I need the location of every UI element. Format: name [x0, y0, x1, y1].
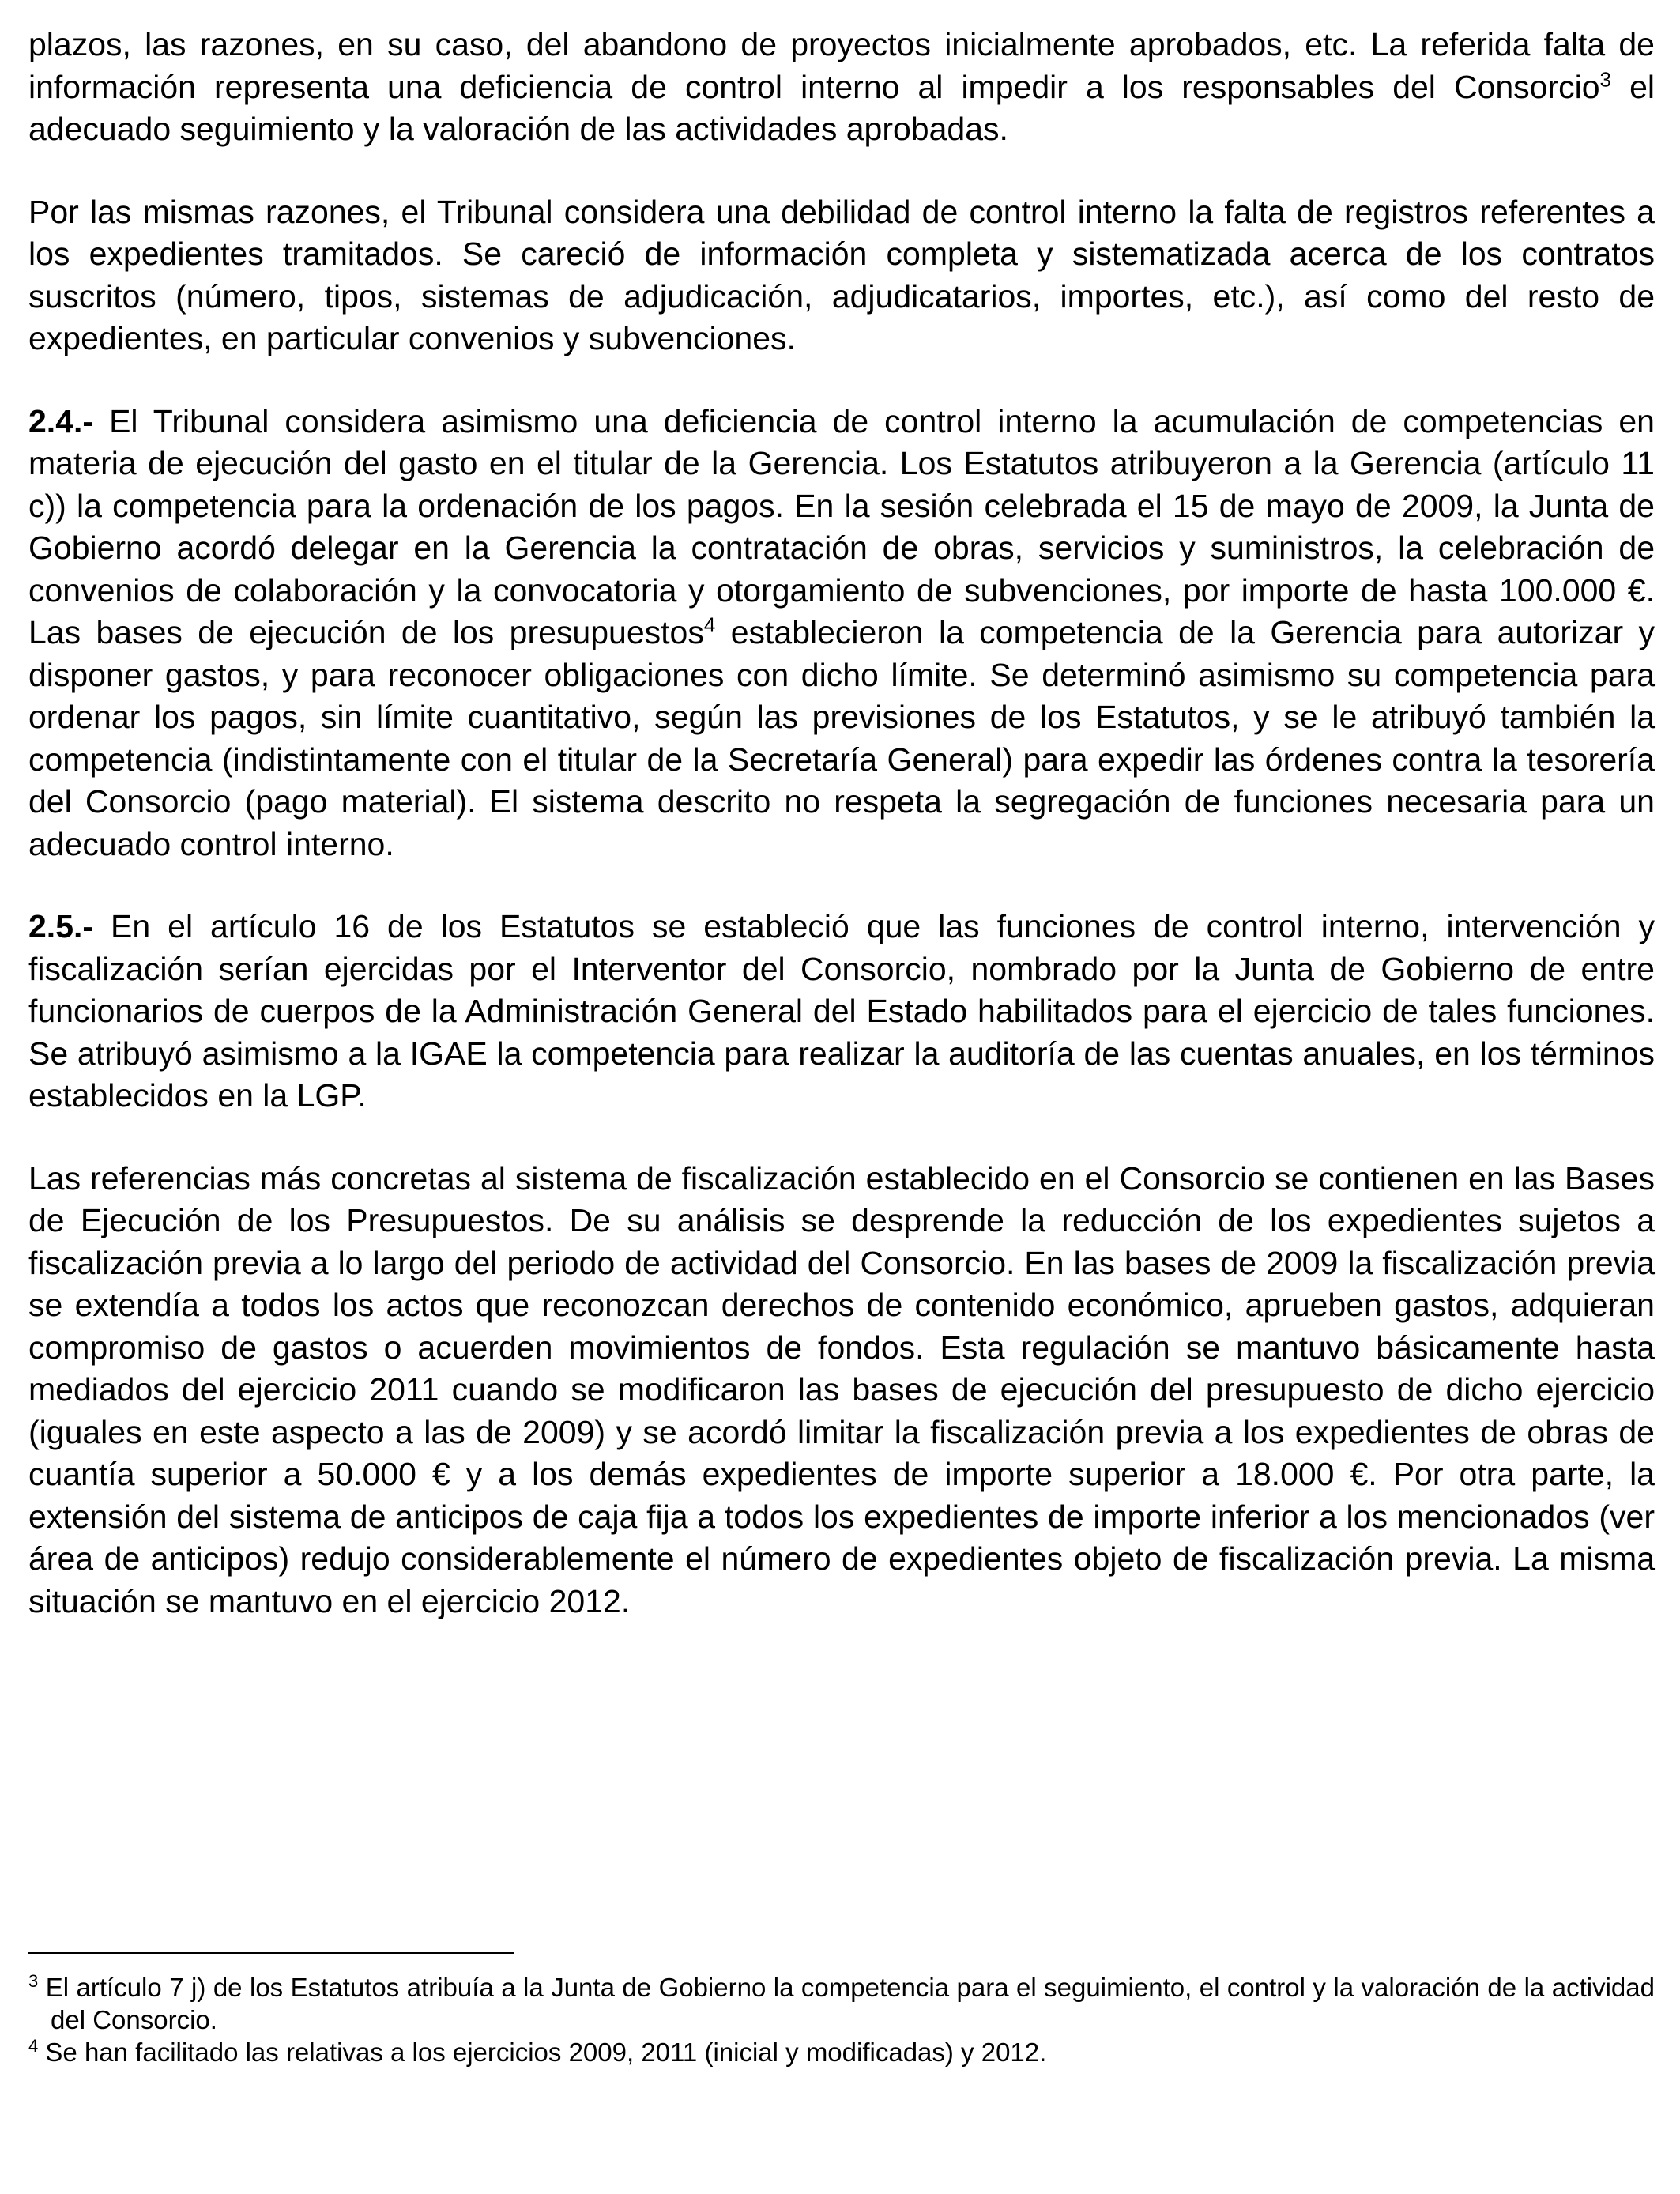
- footnote-ref-3[interactable]: 3: [1599, 66, 1612, 91]
- paragraph-text: establecieron la competencia de la Gerencia para autorizar y disponer gastos, y para reconocer obligaciones con dicho límite. Se determinó asimismo su competencia para ordenar los pagos, sin límite cuantitativo, según las previsiones de los Estatutos, y se le atribuyó también la competencia (indistintamente con el titular de la Secretaría General) para expedir las órdenes contra la tesorería del Consorcio (pago material). El sistema descrito no respeta la segregación de funciones necesaria para un adecuado control interno.: [28, 614, 1655, 862]
- footnote-mark: 4: [28, 2036, 39, 2056]
- paragraph-text: Las referencias más concretas al sistema de fiscalización establecido en el Consorcio se contienen en las Bases de Ejecución de los Presupuestos. De su análisis se desprende la reducción de los expedientes sujetos a fiscalización previa a lo largo del periodo de actividad del Consorcio. En las bases de 2009 la fiscalización previa se extendía a todos los actos que reconozcan derechos de contenido económico, aprueben gastos, adquieran compromiso de gastos o acuerden movimientos de fondos. Esta regulación se mantuvo básicamente hasta mediados del ejercicio 2011 cuando se modificaron las bases de ejecución del presupuesto de dicho ejercicio (iguales en este aspecto a las de 2009) y se acordó limitar la fiscalización previa a los expedientes de obras de cuantía superior a 50.000 € y a los demás expedientes de importe superior a 18.000 €. Por otra parte, la extensión del sistema de anticipos de caja fija a todos los expedientes de importe inferior a los mencionados (ver área de anticipos) redujo considerablemente el número de expedientes objeto de fiscalización previa. La misma situación se mantuvo en el ejercicio 2012.: [28, 1159, 1655, 1619]
- paragraph-text: el adecuado seguimiento y la valoración de las actividades aprobadas.: [28, 68, 1655, 147]
- paragraph-records-weakness: [28, 191, 1655, 360]
- paragraph-section-2-4: [28, 401, 1655, 866]
- paragraph-text: El Tribunal considera asimismo una deficiencia de control interno la acumulación de competencias en materia de ejecución del gasto en el titular de la Gerencia. Los Estatutos atribuyeron a la Gerencia (artículo 11 c)) la competencia para la ordenación de los pagos. En la sesión celebrada el 15 de mayo de 2009, la Junta de Gobierno acordó delegar en la Gerencia la contratación de obras, servicios y suministros, la celebración de convenios de colaboración y la convocatoria y otorgamiento de subvenciones, por importe de hasta 100.000 €. Las bases de ejecución de los presupuestos: [28, 402, 1655, 650]
- paragraph-control-deficiency: [28, 24, 1655, 151]
- footnote-ref-4[interactable]: 4: [703, 613, 716, 637]
- document-body: [28, 24, 1655, 1663]
- paragraph-text: Por las mismas razones, el Tribunal considera una debilidad de control interno la falta de registros referentes a los expedientes tramitados. Se careció de información completa y sistematizada acerca de los contratos suscritos (número, tipos, sistemas de adjudicación, adjudicatarios, importes, etc.), así como del resto de expedientes, en particular convenios y subvenciones.: [28, 193, 1655, 356]
- footnote-4: [28, 2036, 1655, 2068]
- paragraph-text: En el artículo 16 de los Estatutos se estableció que las funciones de control interno, intervención y fiscalización serían ejercidas por el Interventor del Consorcio, nombrado por la Junta de Gobierno de entre funcionarios de cuerpos de la Administración General del Estado habilitados para el ejercicio de tales funciones. Se atribuyó asimismo a la IGAE la competencia para realizar la auditoría de las cuentas anuales, en los términos establecidos en la LGP.: [28, 908, 1655, 1114]
- footnote-3: [28, 1971, 1655, 2036]
- footnote-text: El artículo 7 j) de los Estatutos atribuía a la Junta de Gobierno la competencia para el seguimiento, el control y la valoración de la actividad del Consorcio.: [38, 1973, 1655, 2034]
- paragraph-text: plazos, las razones, en su caso, del abandono de proyectos inicialmente aprobados, etc. La referida falta de información representa una deficiencia de control interno al impedir a los responsables del Consorcio: [28, 26, 1655, 105]
- section-number: 2.4.-: [28, 402, 94, 439]
- footnote-mark: 3: [28, 1971, 39, 1991]
- footnotes-section: [28, 1952, 1655, 2068]
- footnote-divider: [28, 1952, 514, 1954]
- section-number: 2.5.-: [28, 908, 94, 944]
- footnote-text: Se han facilitado las relativas a los ejercicios 2009, 2011 (inicial y modificadas) y 2012.: [38, 2038, 1047, 2067]
- paragraph-section-2-5: [28, 906, 1655, 1118]
- paragraph-fiscalization: [28, 1158, 1655, 1623]
